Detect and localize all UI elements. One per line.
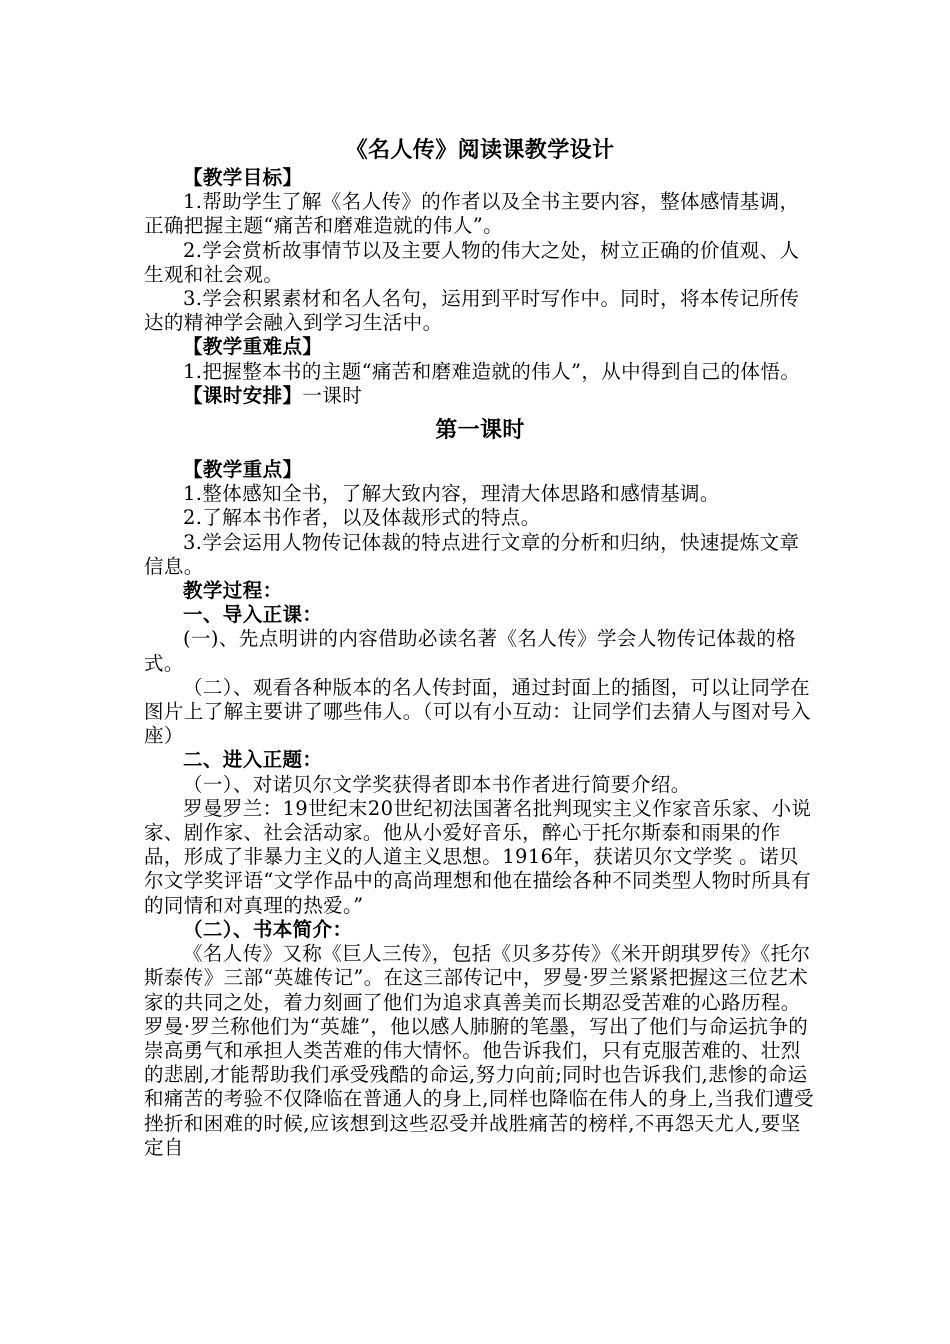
goal-item-1: 1.帮助学生了解《名人传》的作者以及全书主要内容，整体感情基调，正确把握主题“痛苦和磨难造就的伟人”。 (144, 190, 800, 238)
schedule-text: 一课时 (302, 383, 363, 407)
process-heading: 教学过程： (183, 579, 283, 603)
part1-paragraph-2: （二）、观看各种版本的名人传封面，通过封面上的插图，可以让同学在图片上了解主要讲了哪些伟人。（可以有小互动：让同学们去猜人与图对号入座） (144, 675, 811, 748)
part2-paragraph-1: （一）、对诺贝尔文学奖获得者即本书作者进行简要介绍。 (183, 772, 691, 796)
document-body (144, 134, 816, 1160)
book-intro-heading: （二）、书本简介： (183, 917, 353, 941)
goal-item-3: 3.学会积累素材和名人名句，运用到平时写作中。同时，将本传记所传达的精神学会融入到学习生活中。 (144, 287, 800, 335)
section-heading-key-points: 【教学重点】 (183, 458, 303, 482)
part1-heading: 一、导入正课： (183, 603, 323, 627)
section-heading-key-difficulties: 【教学重难点】 (183, 335, 323, 359)
document-title: 《名人传》阅读课教学设计 (345, 137, 615, 163)
part2-heading: 二、进入正题： (183, 748, 323, 772)
author-intro-paragraph: 罗曼罗兰：19世纪末20世纪初法国著名批判现实主义作家音乐家、小说家、剧作家、社会活动家。他从小爱好音乐，醉心于托尔斯泰和雨果的作品，形成了非暴力主义的人道主义思想。1916年，获诺贝尔文学奖 。诺贝尔文学奖评语“文学作品中的高尚理想和他在描绘各种不同类型人物时所具有的同情和对真理的热爱。” (144, 796, 812, 917)
book-intro-paragraph: 《名人传》又称《巨人三传》，包括《贝多芬传》《米开朗琪罗传》《托尔斯泰传》三部“英雄传记”。在这三部传记中，罗曼·罗兰紧紧把握这三位艺术家的共同之处，着力刻画了他们为追求真善美而长期忍受苦难的心路历程。罗曼·罗兰称他们为“英雄”，他以感人肺腑的笔墨，写出了他们与命运抗争的崇高勇气和承担人类苦难的伟大情怀。他告诉我们，只有克服苦难的、壮烈的悲剧,才能帮助我们承受残酷的命运,努力向前;同时也告诉我们,悲惨的命运和痛苦的考验不仅降临在普通人的身上,同样也降临在伟人的身上,当我们遭受挫折和困难的时候,应该想到这些忍受并战胜痛苦的榜样,不再怨天尤人,要坚定自 (144, 942, 814, 1159)
section-heading-teaching-goals: 【教学目标】 (183, 166, 303, 189)
schedule-heading: 【课时安排】 (183, 383, 303, 407)
goal-item-2: 2.学会赏析故事情节以及主要人物的伟大之处，树立正确的价值观、人生观和社会观。 (144, 238, 800, 286)
key-point-item-2: 2.了解本书作者，以及体裁形式的特点。 (183, 506, 541, 530)
part1-paragraph-1: (一)、先点明讲的内容借助必读名著《名人传》学会人物传记体裁的格式。 (144, 627, 797, 675)
schedule-line (144, 384, 816, 408)
key-point-item-1: 1.整体感知全书，了解大致内容，理清大体思路和感情基调。 (183, 482, 720, 506)
difficulty-item-1: 1.把握整本书的主题“痛苦和磨难造就的伟人”，从中得到自己的体悟。 (183, 359, 801, 383)
key-point-item-3: 3.学会运用人物传记体裁的特点进行文章的分析和归纳，快速提炼文章信息。 (144, 530, 800, 578)
lesson-title: 第一课时 (435, 417, 525, 444)
